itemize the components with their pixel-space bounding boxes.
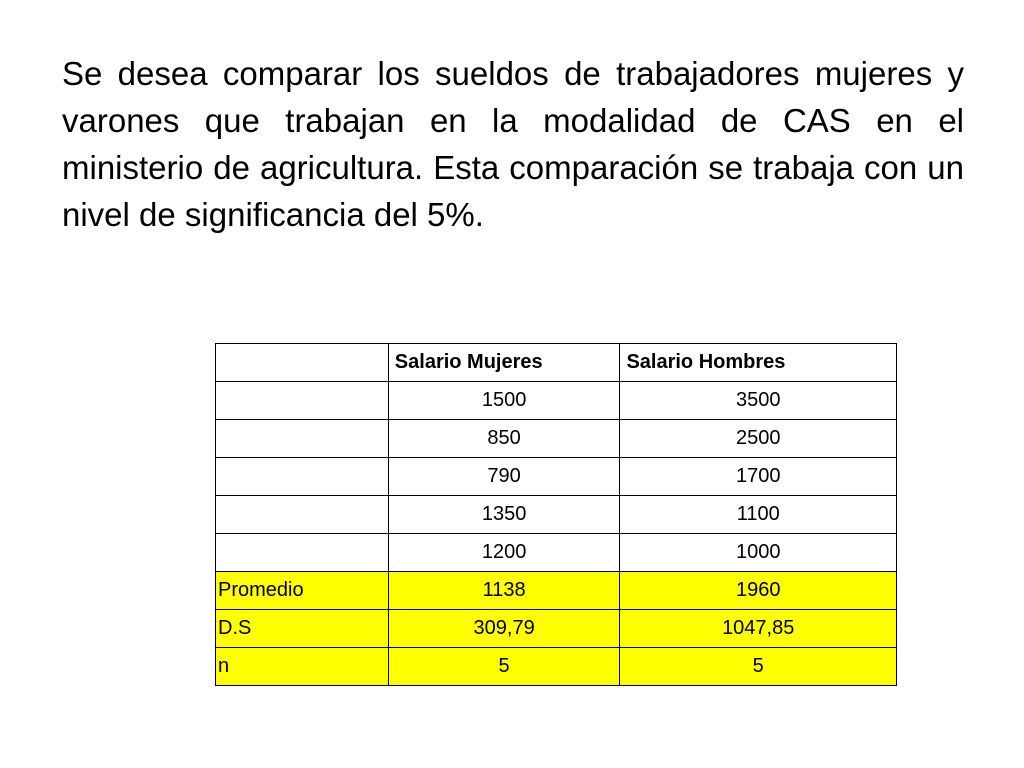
hombres-cell: 2500 <box>620 420 897 458</box>
row-label-cell <box>216 458 389 496</box>
table-row <box>216 496 897 534</box>
mujeres-cell: 5 <box>388 648 620 686</box>
problem-statement: Se desea comparar los sueldos de trabajadores mujeres y varones que trabajan en la modalidad de CAS en el ministerio de agricultura. Esta comparación se trabaja con un nivel de significancia del 5%. <box>62 55 964 233</box>
header-cell-hombres: Salario Hombres <box>620 344 897 382</box>
header-cell-label <box>216 344 389 382</box>
row-label-cell: n <box>216 648 389 686</box>
hombres-cell: 5 <box>620 648 897 686</box>
summary-row <box>216 610 897 648</box>
mujeres-cell: 1200 <box>388 534 620 572</box>
table-row <box>216 420 897 458</box>
salary-table <box>215 343 897 686</box>
hombres-cell: 1700 <box>620 458 897 496</box>
hombres-cell: 1960 <box>620 572 897 610</box>
table-row <box>216 534 897 572</box>
row-label-cell <box>216 496 389 534</box>
row-label-cell <box>216 534 389 572</box>
hombres-cell: 3500 <box>620 382 897 420</box>
row-label-cell: D.S <box>216 610 389 648</box>
hombres-cell: 1047,85 <box>620 610 897 648</box>
row-label-cell <box>216 382 389 420</box>
table-row <box>216 382 897 420</box>
mujeres-cell: 1350 <box>388 496 620 534</box>
row-label-cell <box>216 420 389 458</box>
mujeres-cell: 309,79 <box>388 610 620 648</box>
row-label-cell: Promedio <box>216 572 389 610</box>
hombres-cell: 1100 <box>620 496 897 534</box>
summary-row <box>216 572 897 610</box>
table-header-row <box>216 344 897 382</box>
mujeres-cell: 1500 <box>388 382 620 420</box>
hombres-cell: 1000 <box>620 534 897 572</box>
mujeres-cell: 790 <box>388 458 620 496</box>
header-cell-mujeres: Salario Mujeres <box>388 344 620 382</box>
table-row <box>216 458 897 496</box>
mujeres-cell: 1138 <box>388 572 620 610</box>
summary-row <box>216 648 897 686</box>
mujeres-cell: 850 <box>388 420 620 458</box>
